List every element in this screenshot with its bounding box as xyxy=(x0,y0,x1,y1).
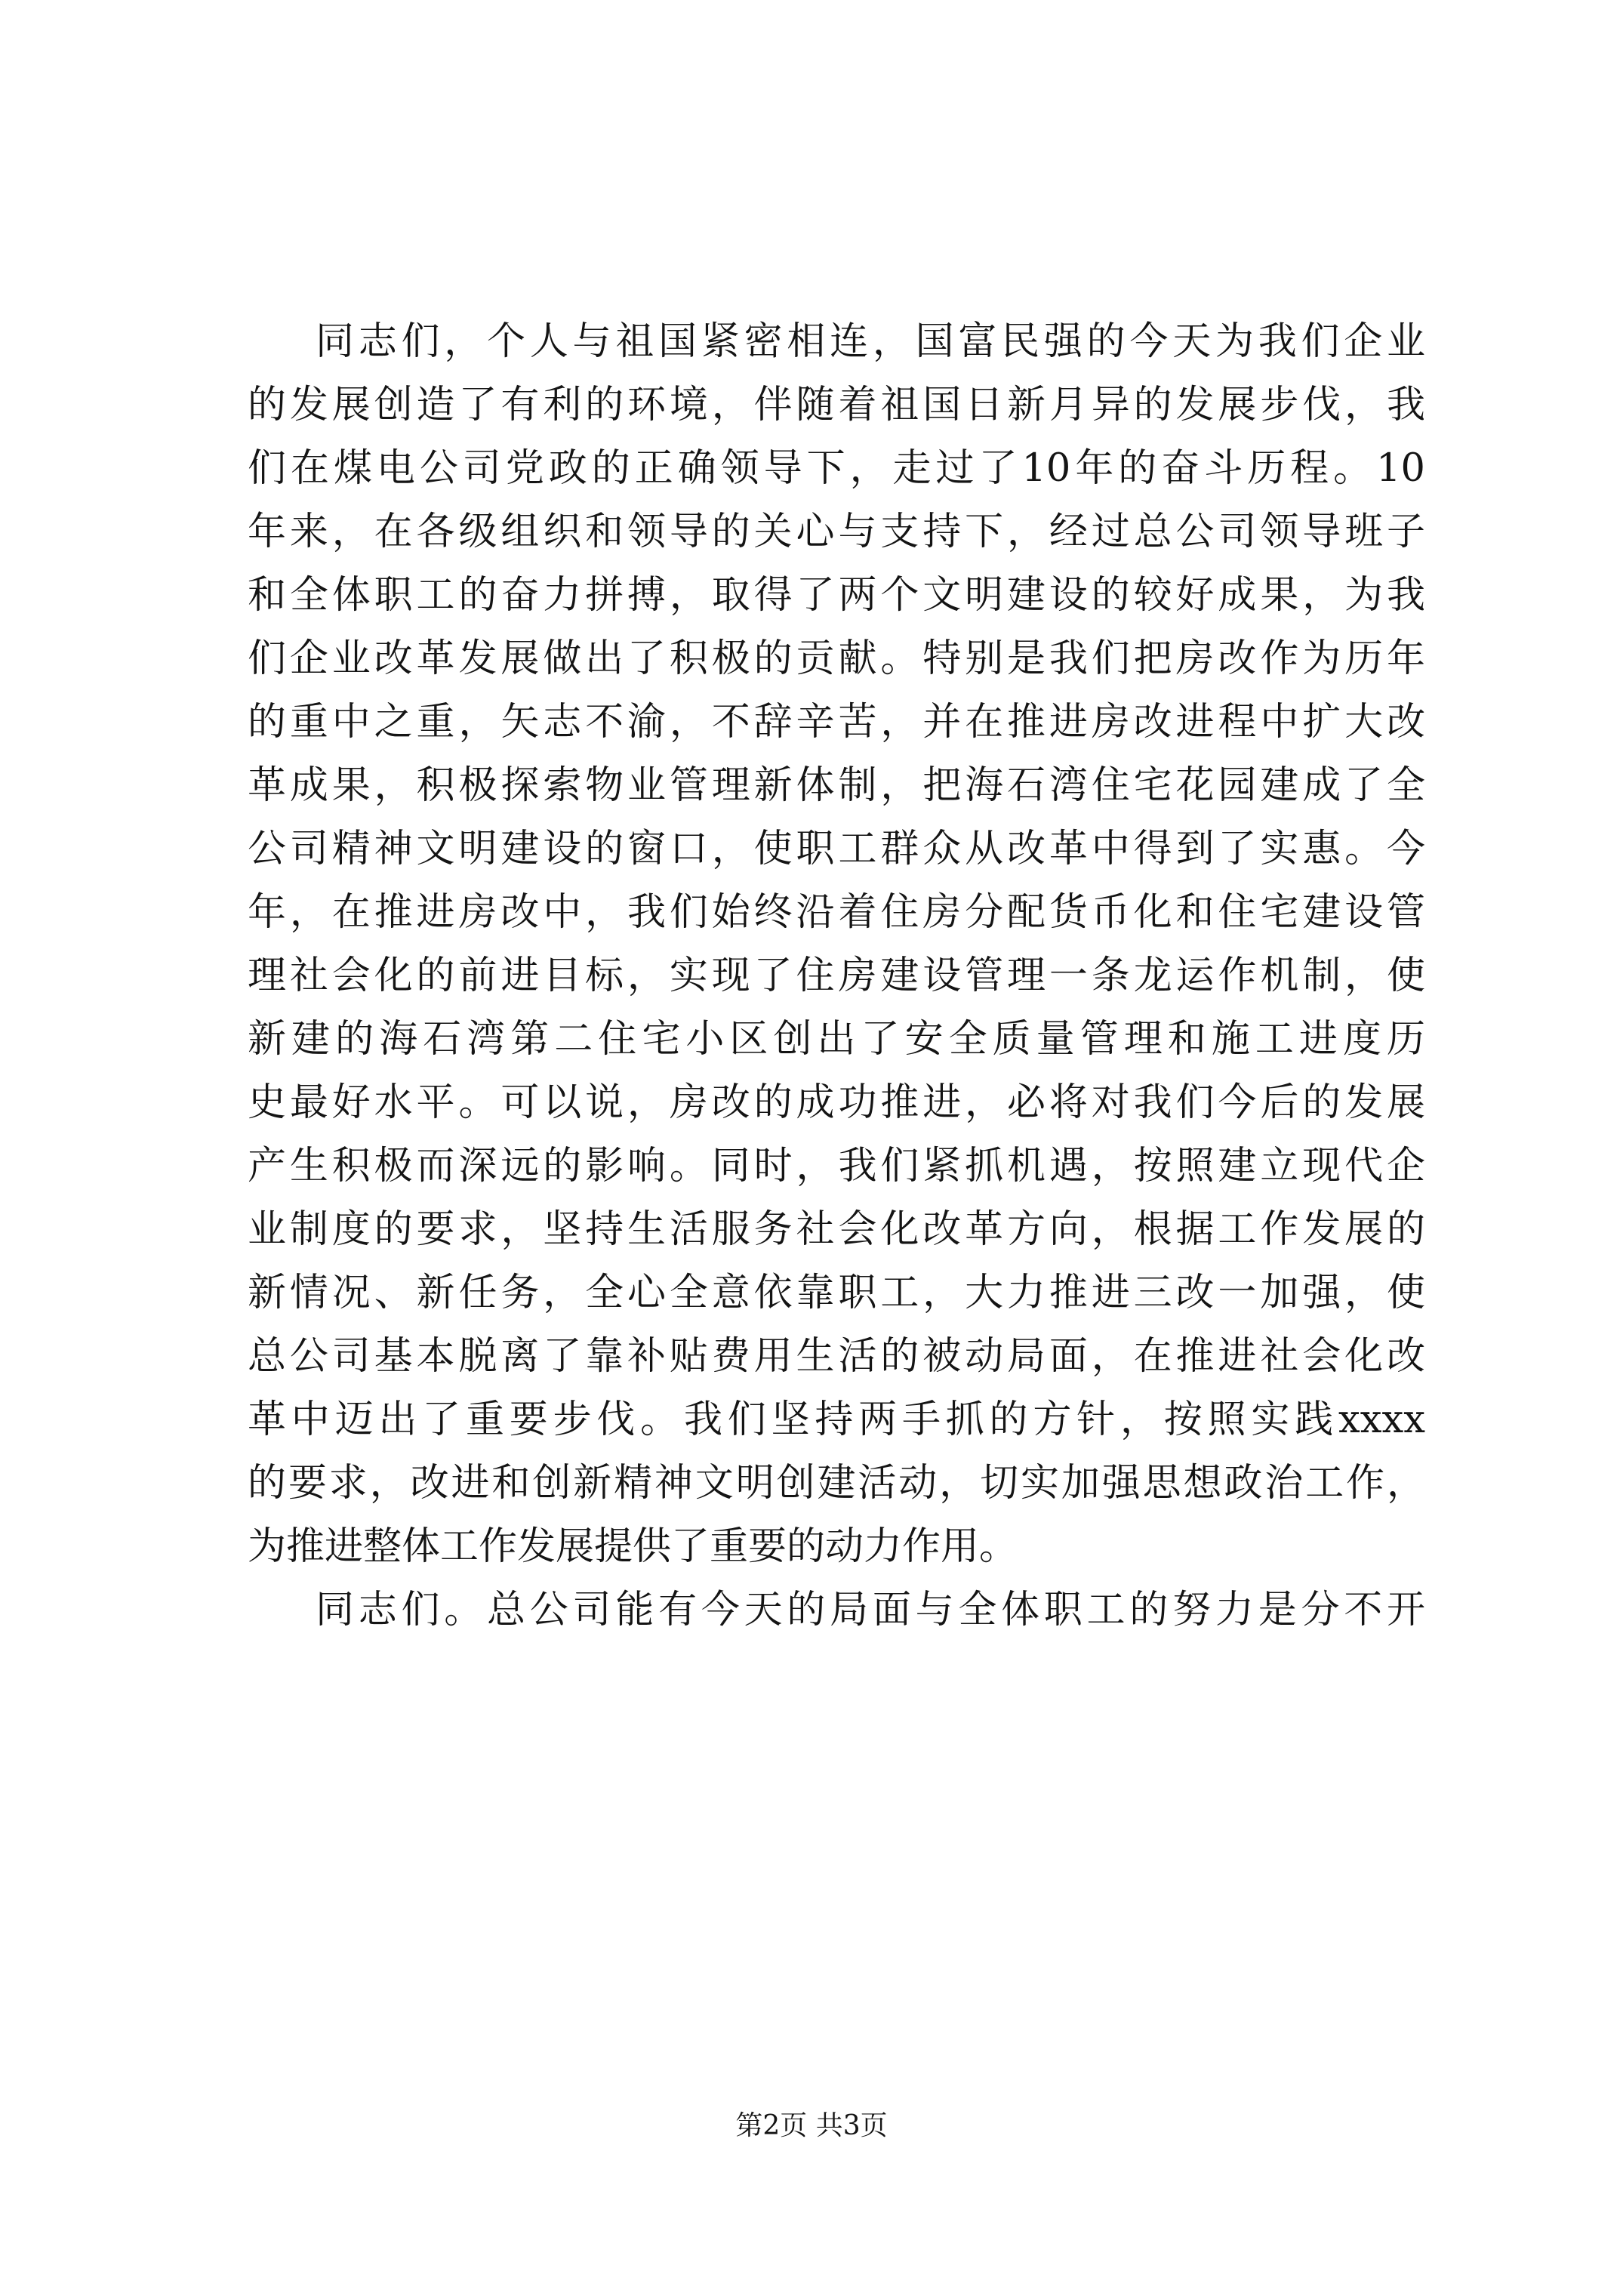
paragraph-1-line-2: 的发展创造了有利的环境，伴随着祖国日新月异的发展步伐，我 xyxy=(248,383,1425,427)
paragraph-1-line-6: 们企业改革发展做出了积极的贡献。特别是我们把房改作为历年 xyxy=(248,636,1425,681)
page-footer: 第2页 共3页 xyxy=(735,2110,888,2141)
paragraph-1-line-15: 业制度的要求，坚持生活服务社会化改革方向，根据工作发展的 xyxy=(248,1207,1425,1252)
paragraph-1-line-8: 革成果，积极探索物业管理新体制，把海石湾住宅花园建成了全 xyxy=(248,763,1425,808)
paragraph-1-line-10: 年，在推进房改中，我们始终沿着住房分配货币化和住宅建设管 xyxy=(248,890,1425,935)
paragraph-1-line-12: 新建的海石湾第二住宅小区创出了安全质量管理和施工进度历 xyxy=(248,1017,1425,1062)
paragraph-1-line-7: 的重中之重，矢志不渝，不辞辛苦，并在推进房改进程中扩大改 xyxy=(248,700,1425,744)
paragraph-1-line-4: 年来，在各级组织和领导的关心与支持下，经过总公司领导班子 xyxy=(248,510,1425,554)
paragraph-1-line-13: 史最好水平。可以说，房改的成功推进，必将对我们今后的发展 xyxy=(248,1080,1425,1125)
paragraph-1-line-11: 理社会化的前进目标，实现了住房建设管理一条龙运作机制，使 xyxy=(248,954,1425,998)
paragraph-2-line-1: 同志们。总公司能有今天的局面与全体职工的努力是分不开 xyxy=(316,1588,1425,1632)
paragraph-1-line-1: 同志们，个人与祖国紧密相连，国富民强的今天为我们企业 xyxy=(316,319,1425,364)
paragraph-1-line-16: 新情况、新任务，全心全意依靠职工，大力推进三改一加强，使 xyxy=(248,1271,1425,1315)
paragraph-1-line-18: 革中迈出了重要步伐。我们坚持两手抓的方针，按照实践xxxx xyxy=(248,1398,1425,1442)
paragraph-1-line-19: 的要求，改进和创新精神文明创建活动，切实加强思想政治工作， xyxy=(248,1461,1425,1505)
paragraph-1-line-17: 总公司基本脱离了靠补贴费用生活的被动局面，在推进社会化改 xyxy=(248,1334,1425,1379)
paragraph-1-line-9: 公司精神文明建设的窗口，使职工群众从改革中得到了实惠。今 xyxy=(248,827,1425,871)
paragraph-1-line-5: 和全体职工的奋力拼搏，取得了两个文明建设的较好成果，为我 xyxy=(248,573,1425,618)
paragraph-1-line-20: 为推进整体工作发展提供了重要的动力作用。 xyxy=(248,1524,1018,1569)
paragraph-1-line-14: 产生积极而深远的影响。同时，我们紧抓机遇，按照建立现代企 xyxy=(248,1144,1425,1188)
paragraph-1-line-3: 们在煤电公司党政的正确领导下，走过了10年的奋斗历程。10 xyxy=(248,446,1425,491)
